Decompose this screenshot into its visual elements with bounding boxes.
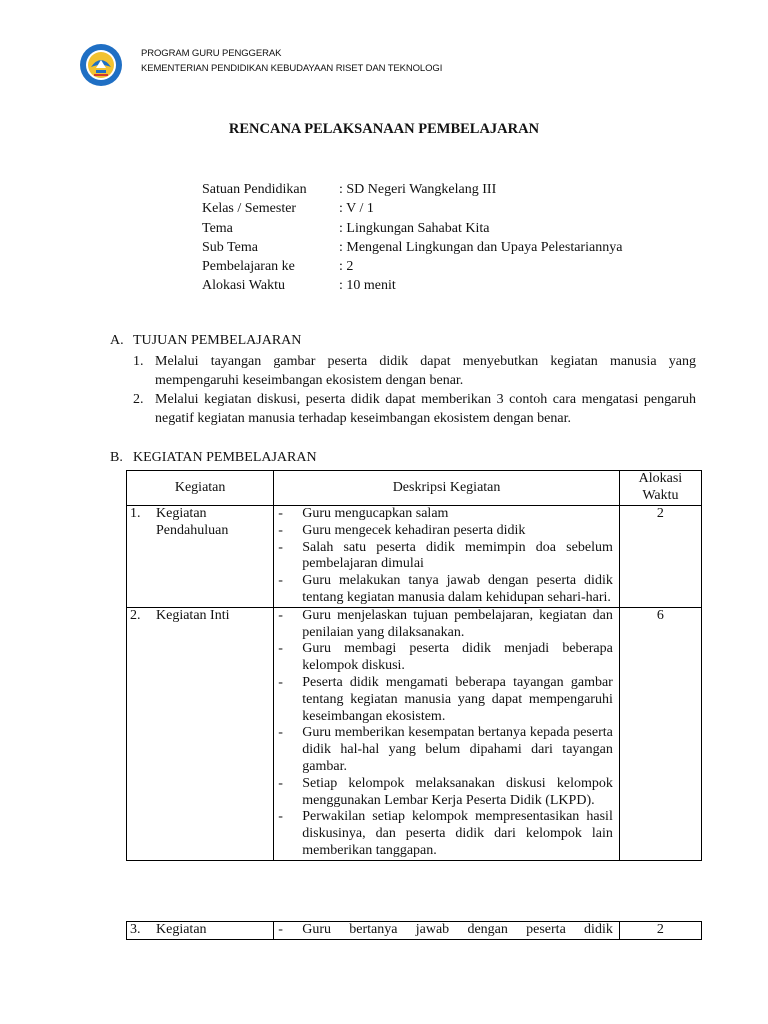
step-item bbox=[278, 922, 613, 939]
info-value: : 10 menit bbox=[339, 278, 396, 294]
ministry-name: KEMENTERIAN PENDIDIKAN KEBUDAYAAN RISET DAN TEKNOLOGI bbox=[141, 63, 443, 74]
info-row bbox=[202, 199, 622, 218]
step-item bbox=[278, 523, 613, 540]
step-item bbox=[278, 641, 613, 675]
column-header: Deskripsi Kegiatan bbox=[274, 471, 620, 506]
objective-text: Melalui tayangan gambar peserta didik dapat menyebutkan kegiatan manusia yang mempengaruhi keseimbangan ekosistem dengan benar. bbox=[155, 354, 696, 388]
bullet-dash: - bbox=[278, 775, 283, 791]
step-text: Guru mengucapkan salam bbox=[302, 506, 449, 521]
column-header: Alokasi Waktu bbox=[619, 471, 701, 506]
activity-number: 1. bbox=[130, 506, 141, 521]
bullet-dash: - bbox=[278, 809, 283, 825]
bullet-dash: - bbox=[278, 522, 283, 538]
info-row bbox=[202, 257, 622, 276]
activity-name: Kegiatan Pendahuluan bbox=[156, 506, 229, 538]
info-value: : Mengenal Lingkungan dan Upaya Pelestariannya bbox=[339, 239, 623, 255]
info-value: : V / 1 bbox=[339, 201, 374, 217]
step-item bbox=[278, 675, 613, 725]
info-value: : SD Negeri Wangkelang III bbox=[339, 182, 497, 197]
step-text: Setiap kelompok melaksanakan diskusi kelompok menggunakan Lembar Kerja Peserta Didik (LKPD). bbox=[302, 775, 613, 808]
step-text: Peserta didik mengamati beberapa tayangan gambar tentang kegiatan manusia yang dapat mempengaruhi keseimbangan ekosistem. bbox=[302, 674, 613, 724]
activities-table-continued bbox=[126, 921, 702, 940]
objective-item bbox=[133, 390, 696, 428]
step-text: Guru bertanya jawab dengan peserta didik bbox=[302, 922, 613, 937]
info-label: Tema bbox=[202, 220, 233, 236]
table-row bbox=[127, 506, 702, 608]
table-row bbox=[127, 922, 702, 940]
program-name: PROGRAM GURU PENGGERAK bbox=[141, 48, 282, 59]
step-text: Guru menjelaskan tujuan pembelajaran, kegiatan dan penilaian yang dilaksanakan. bbox=[302, 607, 613, 640]
tut-wuri-handayani-logo bbox=[79, 43, 123, 87]
objectives-list bbox=[133, 352, 696, 428]
step-text: Guru mengecek kehadiran peserta didik bbox=[302, 522, 526, 538]
info-row bbox=[202, 238, 622, 257]
table-header-row bbox=[127, 471, 702, 506]
objective-number: 2. bbox=[133, 392, 144, 407]
step-text: Salah satu peserta didik memimpin doa sebelum pembelajaran dimulai bbox=[302, 539, 613, 572]
activity-steps bbox=[274, 506, 619, 607]
info-label: Sub Tema bbox=[202, 239, 258, 255]
section-title: KEGIATAN PEMBELAJARAN bbox=[133, 450, 317, 465]
step-item bbox=[278, 573, 613, 607]
info-value: : Lingkungan Sahabat Kita bbox=[339, 220, 490, 236]
bullet-dash: - bbox=[278, 674, 283, 690]
step-item bbox=[278, 506, 613, 523]
info-row bbox=[202, 180, 622, 199]
info-label: Kelas / Semester bbox=[202, 201, 297, 217]
activity-steps bbox=[274, 608, 619, 860]
step-item bbox=[278, 776, 613, 810]
step-item bbox=[278, 540, 613, 574]
section-a-heading bbox=[110, 333, 301, 349]
step-text: Guru melakukan tanya jawab dengan peserta didik tentang kegiatan manusia dalam kehidupan sehari-hari. bbox=[302, 573, 613, 605]
activity-cell bbox=[127, 608, 273, 625]
info-row bbox=[202, 276, 622, 295]
info-label: Alokasi Waktu bbox=[202, 278, 285, 294]
header-text bbox=[141, 46, 442, 76]
step-text: Guru memberikan kesempatan bertanya kepada peserta didik hal-hal yang belum dipahami dari tayangan gambar. bbox=[302, 725, 613, 774]
section-title: TUJUAN PEMBELAJARAN bbox=[133, 333, 302, 348]
section-letter: B. bbox=[110, 450, 123, 465]
objective-item bbox=[133, 352, 696, 390]
bullet-dash: - bbox=[278, 539, 283, 555]
column-header: Kegiatan bbox=[127, 471, 274, 506]
activity-cell bbox=[127, 506, 273, 540]
info-label: Pembelajaran ke bbox=[202, 259, 295, 275]
time-allocation: 2 bbox=[619, 922, 701, 940]
objective-text: Melalui kegiatan diskusi, peserta didik dapat memberikan 3 contoh cara mengatasi pengaruh negatif kegiatan manusia terhadap keseimbangan ekosistem dengan benar. bbox=[155, 392, 696, 426]
step-text: Guru membagi peserta didik menjadi beberapa kelompok diskusi. bbox=[302, 641, 613, 674]
identity-block bbox=[202, 180, 622, 296]
step-item bbox=[278, 608, 613, 642]
info-row bbox=[202, 219, 622, 238]
bullet-dash: - bbox=[278, 573, 283, 589]
bullet-dash: - bbox=[278, 725, 283, 741]
activity-steps bbox=[274, 922, 619, 939]
activity-name: Kegiatan bbox=[156, 922, 207, 937]
section-b-heading bbox=[110, 450, 317, 466]
activity-number: 2. bbox=[130, 607, 141, 623]
bullet-dash: - bbox=[278, 506, 283, 521]
activity-number: 3. bbox=[130, 922, 141, 937]
bullet-dash: - bbox=[278, 607, 283, 623]
table-row bbox=[127, 607, 702, 860]
info-label: Satuan Pendidikan bbox=[202, 182, 307, 197]
activity-cell bbox=[127, 922, 273, 939]
activities-table bbox=[126, 470, 702, 861]
document-title: RENCANA PELAKSANAAN PEMBELAJARAN bbox=[228, 121, 540, 137]
time-allocation: 6 bbox=[619, 607, 701, 860]
activity-name: Kegiatan Inti bbox=[156, 607, 230, 623]
bullet-dash: - bbox=[278, 922, 283, 937]
objective-number: 1. bbox=[133, 354, 144, 369]
time-allocation: 2 bbox=[619, 506, 701, 608]
info-value: : 2 bbox=[339, 259, 354, 275]
step-item bbox=[278, 809, 613, 859]
bullet-dash: - bbox=[278, 641, 283, 657]
step-text: Perwakilan setiap kelompok mempresentasikan hasil diskusinya, dan peserta didik dari kelompok lain memberikan tanggapan. bbox=[302, 809, 613, 858]
section-letter: A. bbox=[110, 333, 124, 348]
step-item bbox=[278, 725, 613, 775]
